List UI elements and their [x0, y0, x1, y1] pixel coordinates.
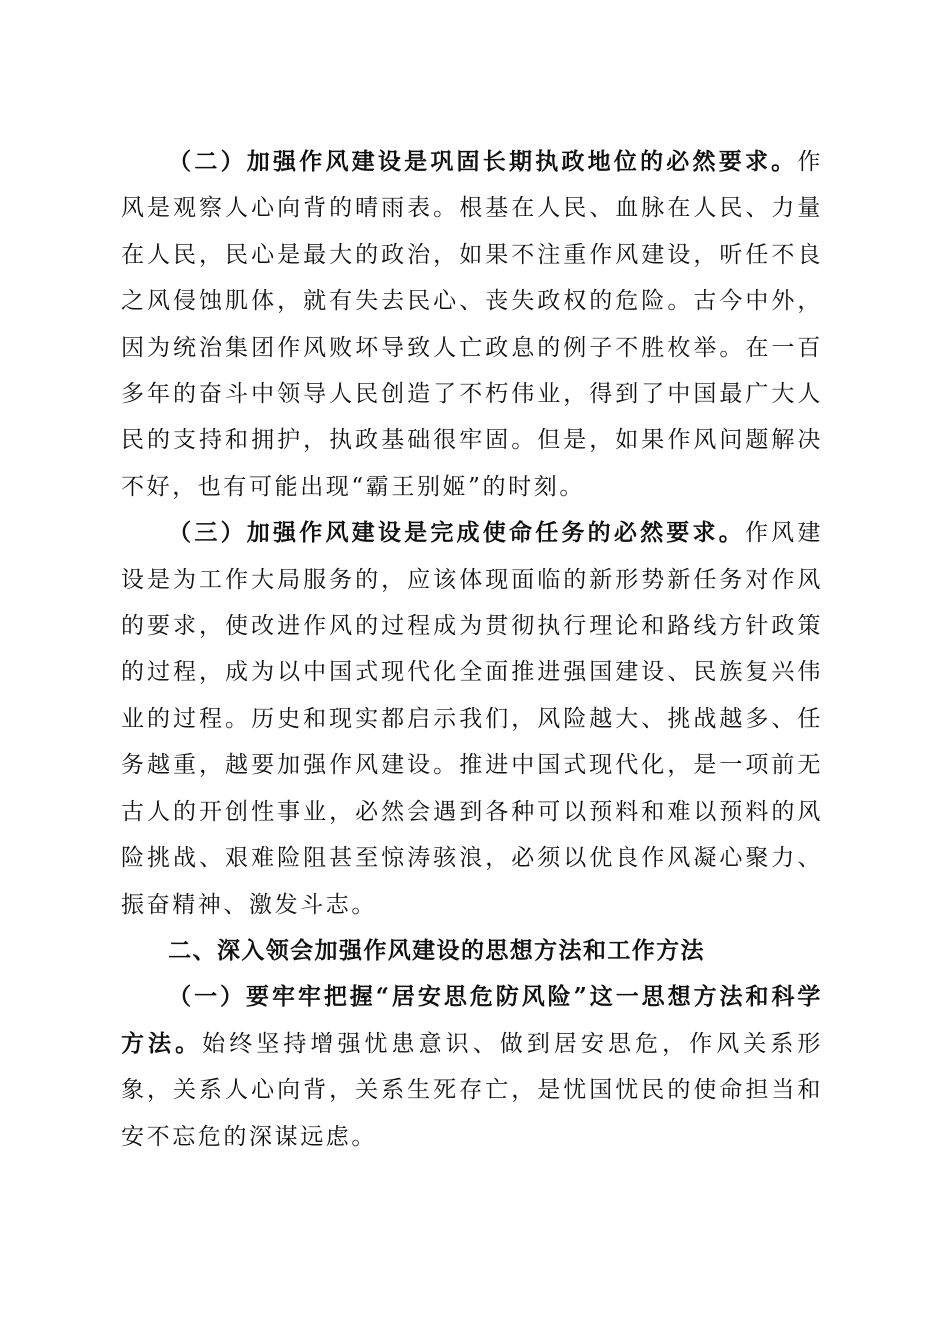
paragraph-consolidate-governance [121, 139, 823, 510]
paragraph-vigilance [121, 974, 823, 1160]
paragraph-complete-mission [121, 510, 823, 928]
paragraph-body-complete-mission: 作风建设是为工作大局服务的，应该体现面临的新形势新任务对作风的要求，使改进作风的过程成为贯彻执行理论和路线方针政策的过程，成为以中国式现代化全面推进强国建设、民族复兴伟业的过程。历史和现实都启示我们，风险越大、挑战越多、任务越重，越要加强作风建设。推进中国式现代化，是一项前无古人的开创性事业，必然会遇到各种可以预料和难以预料的风险挑战、艰难险阻甚至惊涛骇浪，必须以优良作风凝心聚力、振奋精神、激发斗志。 [121, 520, 823, 918]
paragraph-body-vigilance: 始终坚持增强忧患意识、做到居安思危，作风关系形象，关系人心向背，关系生死存亡，是忧国忧民的使命担当和安不忘危的深谋远虑。 [121, 1030, 823, 1150]
paragraph-lead-vigilance: （一）要牢牢把握“居安思危防风险”这一思想方法和科学方法。 [121, 983, 823, 1057]
paragraph-lead-complete-mission: （三）加强作风建设是完成使命任务的必然要求。 [168, 519, 745, 547]
section-heading: 二、深入领会加强作风建设的思想方法和工作方法 [168, 937, 705, 964]
document-page [121, 139, 823, 1160]
paragraph-body-consolidate-governance: 作风是观察人心向背的晴雨表。根基在人民、血脉在人民、力量在人民，民心是最大的政治，如果不注重作风建设，听任不良之风侵蚀肌体，就有失去民心、丧失政权的危险。古今中外，因为统治集团作风败坏导致人亡政息的例子不胜枚举。在一百多年的奋斗中领导人民创造了不朽伟业，得到了中国最广大人民的支持和拥护，执政基础很牢固。但是，如果作风问题解决不好，也有可能出现“霸王别姬”的时刻。 [121, 149, 823, 500]
paragraph-lead-consolidate-governance: （二）加强作风建设是巩固长期执政地位的必然要求。 [168, 148, 798, 175]
